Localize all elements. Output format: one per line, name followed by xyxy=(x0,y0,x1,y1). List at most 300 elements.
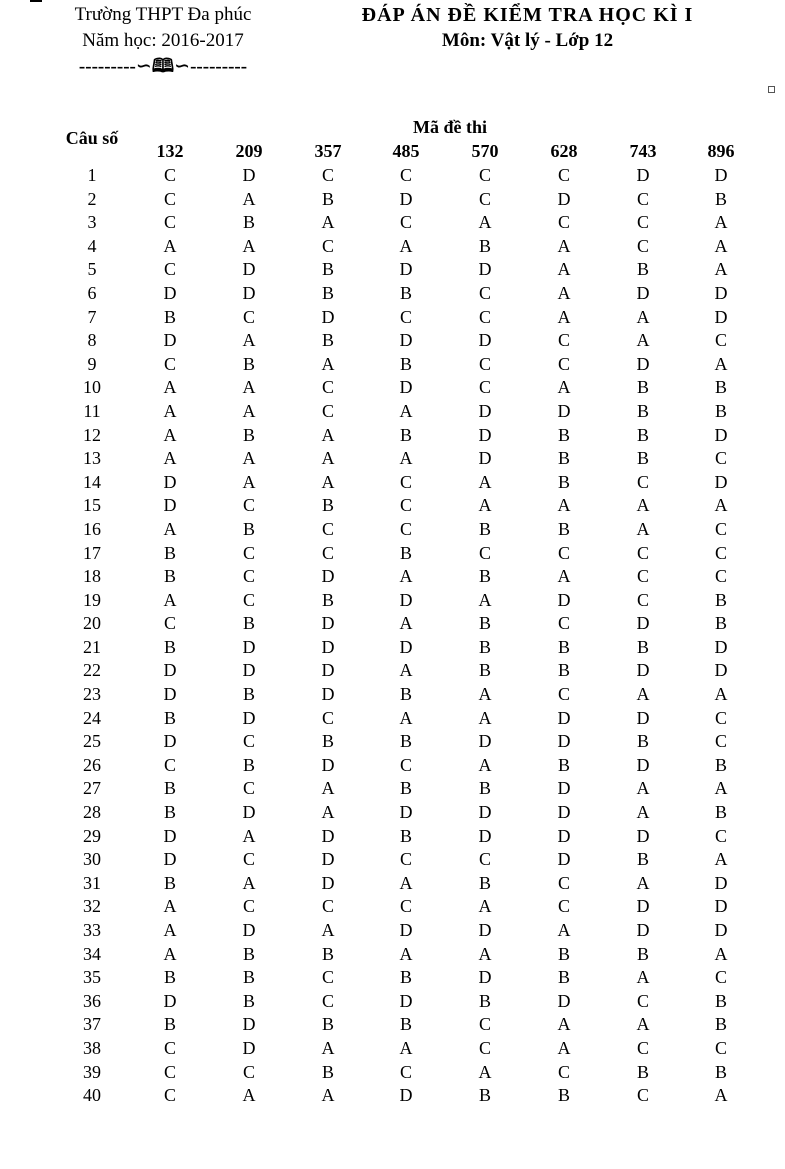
table-row xyxy=(0,471,785,495)
school-header xyxy=(48,2,278,80)
answer-cell: D xyxy=(321,613,335,634)
answer-cell: B xyxy=(636,731,649,752)
answer-cell: B xyxy=(714,188,727,209)
answer-cell: A xyxy=(714,943,728,964)
answer-cell: B xyxy=(242,684,255,705)
table-row xyxy=(0,494,785,518)
answer-cell: B xyxy=(399,282,412,303)
table-row xyxy=(0,565,785,589)
school-name: Trường THPT Đa phúc xyxy=(74,4,252,25)
question-number: 36 xyxy=(83,990,101,1011)
answer-cell: A xyxy=(321,212,335,233)
answer-cell: A xyxy=(557,235,571,256)
table-row xyxy=(0,1013,785,1037)
answer-cell: A xyxy=(242,448,256,469)
answer-cell: A xyxy=(714,212,728,233)
answer-cell: B xyxy=(163,872,176,893)
answer-cell: D xyxy=(242,165,256,185)
exam-code-357: 357 xyxy=(314,141,342,161)
square-mark xyxy=(768,86,775,93)
question-number: 7 xyxy=(87,306,97,327)
answer-cell: C xyxy=(163,212,176,233)
table-row xyxy=(0,612,785,636)
answer-cell: B xyxy=(163,802,176,823)
answer-cell: B xyxy=(636,849,649,870)
question-number: 33 xyxy=(83,920,101,940)
question-number: 34 xyxy=(83,943,101,964)
answer-cell: B xyxy=(163,636,176,657)
answer-cell: B xyxy=(478,613,491,634)
answer-cell: A xyxy=(636,778,650,799)
answer-cell: B xyxy=(478,778,491,799)
answer-cell: B xyxy=(714,613,727,634)
answer-cell: B xyxy=(242,212,255,233)
answer-cell: A xyxy=(399,566,413,587)
answer-cell: A xyxy=(714,235,728,256)
answer-cell: C xyxy=(714,448,727,469)
answer-cell: D xyxy=(714,424,728,445)
answer-cell: A xyxy=(478,684,492,705)
answer-cell: C xyxy=(242,495,255,516)
question-number: 14 xyxy=(83,471,101,492)
answer-cell: A xyxy=(163,943,177,964)
answer-cell: B xyxy=(163,778,176,799)
table-row xyxy=(0,447,785,471)
table-row xyxy=(0,235,785,259)
answer-cell: D xyxy=(636,920,650,940)
answer-cell: A xyxy=(163,920,177,940)
answer-cell: D xyxy=(714,165,728,185)
answer-cell: C xyxy=(321,707,334,728)
answer-cell: B xyxy=(321,1061,334,1082)
question-number: 23 xyxy=(83,684,101,705)
table-row xyxy=(0,801,785,825)
answer-cell: B xyxy=(636,943,649,964)
answer-cell: B xyxy=(636,377,649,398)
answer-cell: D xyxy=(399,802,413,823)
answer-cell: C xyxy=(714,967,727,988)
answer-cell: C xyxy=(557,165,570,185)
answer-cell: D xyxy=(163,825,177,846)
answer-cell: A xyxy=(242,400,256,421)
answer-cell: A xyxy=(714,778,728,799)
answer-cell: B xyxy=(557,424,570,445)
answer-cell: C xyxy=(399,518,412,539)
answer-cell: A xyxy=(163,400,177,421)
answer-cell: C xyxy=(399,212,412,233)
answer-cell: A xyxy=(163,235,177,256)
answer-cell: B xyxy=(636,424,649,445)
question-number: 39 xyxy=(83,1061,101,1082)
answer-cell: C xyxy=(163,754,176,775)
answer-cell: D xyxy=(163,684,177,705)
answer-cell: C xyxy=(242,566,255,587)
answer-cell: C xyxy=(478,188,491,209)
answer-cell: A xyxy=(714,684,728,705)
answer-cell: D xyxy=(242,707,256,728)
answer-cell: B xyxy=(399,825,412,846)
table-row xyxy=(0,777,785,801)
answer-cell: D xyxy=(557,825,571,846)
question-number: 11 xyxy=(83,400,101,421)
answer-cell: A xyxy=(163,377,177,398)
answer-cell: D xyxy=(399,1085,413,1106)
answer-cell: B xyxy=(557,448,570,469)
answer-cell: D xyxy=(321,849,335,870)
answer-cell: B xyxy=(399,731,412,752)
answer-cell: C xyxy=(321,967,334,988)
exam-code-132: 132 xyxy=(156,141,184,161)
answer-cell: D xyxy=(163,849,177,870)
answer-cell: D xyxy=(714,660,728,681)
answer-cell: B xyxy=(557,518,570,539)
answer-cell: B xyxy=(321,282,334,303)
answer-cell: B xyxy=(636,636,649,657)
answer-cell: C xyxy=(478,1037,491,1058)
answer-cell: B xyxy=(321,259,334,280)
answer-cell: D xyxy=(478,731,492,752)
answer-cell: A xyxy=(399,448,413,469)
question-number: 24 xyxy=(83,707,101,728)
table-row xyxy=(0,895,785,919)
answer-cell: D xyxy=(557,849,571,870)
school-year: Năm học: 2016-2017 xyxy=(82,30,244,51)
answer-cell: C xyxy=(714,542,727,563)
exam-code-896: 896 xyxy=(707,141,735,161)
answer-cell: D xyxy=(242,802,256,823)
answer-cell: B xyxy=(636,259,649,280)
answer-cell: B xyxy=(557,636,570,657)
answer-cell: A xyxy=(399,943,413,964)
answer-cell: A xyxy=(557,306,571,327)
answer-cell: C xyxy=(714,731,727,752)
answer-cell: A xyxy=(242,471,256,492)
answer-cell: B xyxy=(163,566,176,587)
answer-cell: D xyxy=(636,353,650,374)
answer-cell: D xyxy=(399,259,413,280)
answer-cell: A xyxy=(321,1085,335,1106)
answer-cell: A xyxy=(636,967,650,988)
answer-cell: B xyxy=(163,967,176,988)
answer-cell: C xyxy=(321,542,334,563)
answer-cell: A xyxy=(321,920,335,940)
answer-cell: D xyxy=(242,282,256,303)
answer-cell: B xyxy=(714,990,727,1011)
answer-cell: D xyxy=(557,731,571,752)
answer-cell: A xyxy=(399,872,413,893)
answer-cell: A xyxy=(636,872,650,893)
answer-cell: B xyxy=(242,424,255,445)
answer-cell: C xyxy=(636,542,649,563)
answer-cell: B xyxy=(714,802,727,823)
table-row xyxy=(0,1084,785,1108)
answer-cell: D xyxy=(242,1037,256,1058)
answer-cell: D xyxy=(636,896,650,917)
answer-cell: A xyxy=(242,377,256,398)
exam-code-209: 209 xyxy=(235,141,263,161)
answer-cell: C xyxy=(399,1061,412,1082)
answer-cell: C xyxy=(163,613,176,634)
question-number: 27 xyxy=(83,778,101,799)
answer-cell: D xyxy=(321,306,335,327)
answer-cell: B xyxy=(163,1014,176,1035)
answer-cell: C xyxy=(557,353,570,374)
table-row xyxy=(0,636,785,660)
question-number: 4 xyxy=(87,235,97,256)
question-number: 21 xyxy=(83,636,101,657)
question-number: 40 xyxy=(83,1085,101,1106)
answer-cell: D xyxy=(557,188,571,209)
answer-cell: B xyxy=(399,353,412,374)
answer-cell: C xyxy=(163,1085,176,1106)
table-row xyxy=(0,518,785,542)
answer-cell: A xyxy=(557,920,571,940)
answer-cell: C xyxy=(714,330,727,351)
answer-cell: A xyxy=(163,589,177,610)
question-number: 15 xyxy=(83,495,101,516)
answer-cell: B xyxy=(321,731,334,752)
question-number: 3 xyxy=(87,212,97,233)
answer-cell: B xyxy=(714,1061,727,1082)
answer-cell: C xyxy=(321,990,334,1011)
answer-cell: C xyxy=(321,235,334,256)
answer-cell: A xyxy=(557,1037,571,1058)
answer-cell: D xyxy=(557,589,571,610)
answer-cell: D xyxy=(478,400,492,421)
answer-cell: B xyxy=(478,636,491,657)
answer-cell: D xyxy=(714,471,728,492)
answer-cell: C xyxy=(321,377,334,398)
answer-cell: C xyxy=(478,306,491,327)
answer-cell: C xyxy=(163,188,176,209)
answer-cell: C xyxy=(636,589,649,610)
answer-cell: A xyxy=(478,943,492,964)
answer-cell: C xyxy=(557,613,570,634)
answer-cell: A xyxy=(557,495,571,516)
answer-cell: C xyxy=(478,353,491,374)
answer-cell: B xyxy=(163,707,176,728)
answer-cell: B xyxy=(163,542,176,563)
answer-cell: A xyxy=(242,235,256,256)
answer-cell: A xyxy=(636,518,650,539)
answer-cell: B xyxy=(242,754,255,775)
answer-cell: B xyxy=(321,495,334,516)
answer-cell: B xyxy=(557,967,570,988)
table-row xyxy=(0,542,785,566)
answer-cell: A xyxy=(478,1061,492,1082)
answer-cell: B xyxy=(399,778,412,799)
answer-cell: A xyxy=(714,353,728,374)
table-row xyxy=(0,990,785,1014)
answer-cell: A xyxy=(714,495,728,516)
question-number: 30 xyxy=(83,849,101,870)
question-number: 32 xyxy=(83,896,101,917)
answer-cell: B xyxy=(321,589,334,610)
table-row xyxy=(0,848,785,872)
answer-cell: B xyxy=(321,188,334,209)
question-number: 5 xyxy=(87,259,97,280)
answer-cell: B xyxy=(242,613,255,634)
question-number: 2 xyxy=(87,188,97,209)
answer-cell: A xyxy=(399,400,413,421)
answer-cell: D xyxy=(478,920,492,940)
table-row xyxy=(0,306,785,330)
answer-cell: D xyxy=(714,872,728,893)
answer-cell: C xyxy=(557,896,570,917)
answer-cell: B xyxy=(557,660,570,681)
exam-code-743: 743 xyxy=(629,141,657,161)
answer-cell: B xyxy=(399,967,412,988)
answer-cell: D xyxy=(321,660,335,681)
table-row xyxy=(0,659,785,683)
answer-cell: D xyxy=(636,754,650,775)
answer-cell: A xyxy=(636,1014,650,1035)
answer-cell: B xyxy=(399,1014,412,1035)
question-number: 10 xyxy=(83,377,101,398)
table-row xyxy=(0,872,785,896)
answer-cell: A xyxy=(714,1085,728,1106)
answer-cell: B xyxy=(321,330,334,351)
answer-cell: C xyxy=(163,165,176,185)
question-number: 9 xyxy=(87,353,97,374)
answer-cell: C xyxy=(636,471,649,492)
question-number: 6 xyxy=(87,282,97,303)
answer-cell: B xyxy=(242,990,255,1011)
title-block xyxy=(320,2,735,54)
answer-cell: D xyxy=(714,896,728,917)
answer-cell: B xyxy=(557,754,570,775)
answer-cell: D xyxy=(242,920,256,940)
answer-cell: B xyxy=(557,1085,570,1106)
answer-cell: A xyxy=(399,235,413,256)
answer-cell: D xyxy=(557,802,571,823)
answer-cell: D xyxy=(714,282,728,303)
exam-code-485: 485 xyxy=(392,141,420,161)
answer-cell: D xyxy=(399,589,413,610)
answer-cell: C xyxy=(242,542,255,563)
answer-cell: B xyxy=(321,943,334,964)
table-row xyxy=(0,353,785,377)
table-row xyxy=(0,754,785,778)
answer-cell: C xyxy=(636,1037,649,1058)
answer-cell: A xyxy=(557,1014,571,1035)
answer-cell: D xyxy=(163,731,177,752)
answer-cell: C xyxy=(714,566,727,587)
answer-cell: C xyxy=(636,990,649,1011)
question-number: 1 xyxy=(87,165,97,185)
answer-cell: A xyxy=(557,259,571,280)
answer-cell: D xyxy=(636,282,650,303)
question-number: 29 xyxy=(83,825,101,846)
answer-cell: A xyxy=(321,1037,335,1058)
answer-cell: A xyxy=(478,471,492,492)
question-number-header: Câu số xyxy=(65,128,119,148)
answer-cell: D xyxy=(399,188,413,209)
question-number: 35 xyxy=(83,967,101,988)
answer-cell: C xyxy=(163,1037,176,1058)
answer-cell: A xyxy=(163,448,177,469)
exam-code-header: Mã đề thi xyxy=(413,117,487,137)
answer-cell: B xyxy=(242,943,255,964)
answer-cell: C xyxy=(399,754,412,775)
ornament-divider: ---------∽🕮∽--------- xyxy=(78,56,248,77)
answer-cell: C xyxy=(478,849,491,870)
question-number: 16 xyxy=(83,518,101,539)
answer-cell: C xyxy=(478,542,491,563)
answer-cell: A xyxy=(399,660,413,681)
answer-cell: C xyxy=(636,235,649,256)
answer-cell: D xyxy=(321,754,335,775)
answer-cell: C xyxy=(242,1061,255,1082)
question-number: 26 xyxy=(83,754,101,775)
answer-cell: D xyxy=(399,990,413,1011)
answer-table xyxy=(0,164,785,1108)
answer-cell: A xyxy=(321,471,335,492)
answer-cell: B xyxy=(242,518,255,539)
answer-cell: D xyxy=(478,967,492,988)
table-row xyxy=(0,424,785,448)
answer-cell: A xyxy=(163,896,177,917)
answer-cell: C xyxy=(714,707,727,728)
answer-cell: D xyxy=(163,990,177,1011)
answer-cell: B xyxy=(557,471,570,492)
question-number: 12 xyxy=(83,424,101,445)
answer-cell: D xyxy=(242,1014,256,1035)
answer-cell: B xyxy=(636,400,649,421)
answer-cell: D xyxy=(478,424,492,445)
answer-cell: D xyxy=(163,495,177,516)
answer-cell: B xyxy=(714,589,727,610)
answer-cell: A xyxy=(478,495,492,516)
answer-cell: B xyxy=(478,566,491,587)
answer-cell: B xyxy=(478,990,491,1011)
answer-cell: A xyxy=(242,330,256,351)
answer-cell: D xyxy=(557,778,571,799)
answer-cell: D xyxy=(163,282,177,303)
table-row xyxy=(0,919,785,943)
answer-cell: A xyxy=(636,306,650,327)
answer-cell: A xyxy=(242,188,256,209)
answer-cell: A xyxy=(399,707,413,728)
answer-cell: D xyxy=(557,400,571,421)
answer-cell: B xyxy=(714,1014,727,1035)
answer-cell: D xyxy=(478,825,492,846)
table-row xyxy=(0,1037,785,1061)
answer-cell: C xyxy=(557,872,570,893)
answer-cell: C xyxy=(478,1014,491,1035)
answer-cell: D xyxy=(636,613,650,634)
table-row xyxy=(0,258,785,282)
answer-cell: A xyxy=(478,589,492,610)
answer-cell: C xyxy=(636,1085,649,1106)
answer-cell: D xyxy=(321,872,335,893)
answer-cell: C xyxy=(242,589,255,610)
answer-cell: B xyxy=(163,306,176,327)
answer-cell: B xyxy=(714,754,727,775)
exam-code-570: 570 xyxy=(471,141,499,161)
answer-cell: A xyxy=(557,377,571,398)
answer-cell: C xyxy=(242,778,255,799)
answer-cell: C xyxy=(399,849,412,870)
answer-cell: A xyxy=(714,259,728,280)
answer-cell: D xyxy=(478,448,492,469)
answer-cell: D xyxy=(636,707,650,728)
answer-cell: A xyxy=(163,424,177,445)
answer-cell: D xyxy=(321,684,335,705)
answer-cell: D xyxy=(242,259,256,280)
answer-cell: C xyxy=(557,1061,570,1082)
answer-cell: A xyxy=(242,825,256,846)
